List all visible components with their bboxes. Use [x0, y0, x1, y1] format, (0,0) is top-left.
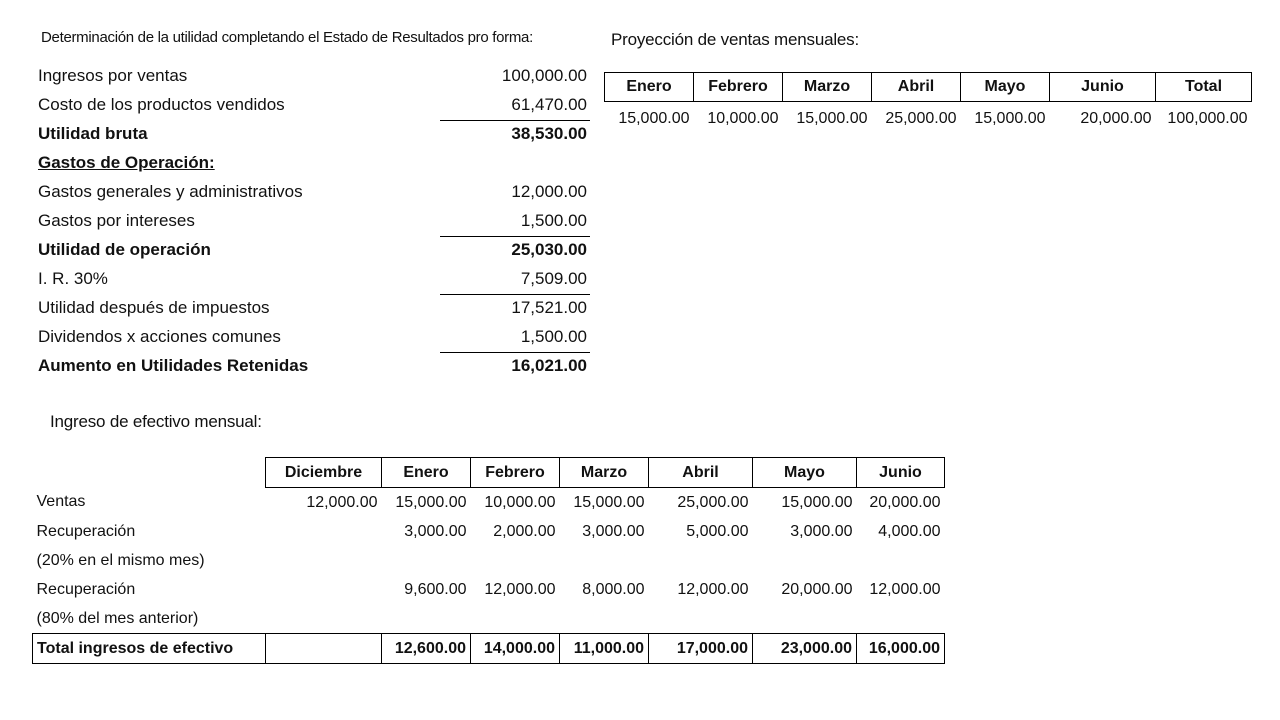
column-header: Marzo: [783, 73, 872, 102]
row-label: I. R. 30%: [38, 269, 108, 288]
table-cell: 100,000.00: [1167, 110, 1248, 127]
cash-income-table: [32, 457, 945, 664]
row-value: 61,470.00: [511, 95, 587, 114]
table-cell: [266, 634, 382, 664]
table-cell: [560, 546, 649, 575]
row-label: Gastos por intereses: [38, 211, 195, 230]
sales-projection-title: Proyección de ventas mensuales:: [611, 30, 859, 49]
table-cell: [266, 546, 382, 575]
table-cell: 12,600.00: [382, 634, 471, 664]
table-cell: 15,000.00: [573, 493, 645, 511]
table-cell: 15,000.00: [796, 110, 868, 127]
column-header: Febrero: [471, 458, 560, 488]
table-row: [33, 488, 945, 518]
table-cell: [753, 604, 857, 634]
column-header: Junio: [857, 458, 945, 488]
row-label: (20% en el mismo mes): [36, 551, 205, 569]
row-value: 25,030.00: [511, 240, 587, 259]
table-cell: [649, 546, 753, 575]
row-label: Gastos generales y administrativos: [38, 182, 303, 201]
income-row-gross-profit: [34, 120, 590, 149]
table-cell: 12,000.00: [869, 580, 941, 598]
table-cell: [649, 604, 753, 634]
column-header: Mayo: [961, 73, 1050, 102]
column-header: Febrero: [694, 73, 783, 102]
table-cell: 3,000.00: [790, 522, 853, 540]
cash-income-title: Ingreso de efectivo mensual:: [50, 412, 262, 431]
table-cell: 15,000.00: [395, 493, 467, 511]
income-statement-title: Determinación de la utilidad completando el Estado de Resultados pro forma:: [41, 29, 533, 46]
row-label: Total ingresos de efectivo: [33, 634, 266, 664]
row-value: 7,509.00: [520, 269, 587, 288]
income-row-dividends: [34, 323, 590, 352]
income-row-interest-expenses: [34, 207, 590, 236]
table-cell: [471, 604, 560, 634]
income-row-retained-earnings: [34, 352, 590, 381]
income-statement: [34, 62, 590, 381]
table-total-row: [33, 634, 945, 664]
table-cell: 4,000.00: [878, 522, 941, 540]
row-label: Recuperación: [36, 522, 136, 540]
table-row: [33, 604, 945, 634]
table-cell: 25,000.00: [885, 110, 957, 127]
table-cell: 8,000.00: [582, 580, 645, 598]
row-value: 1,500.00: [520, 211, 587, 230]
table-cell: [266, 575, 382, 604]
table-cell: [382, 546, 471, 575]
table-cell: 3,000.00: [404, 522, 467, 540]
column-header: Mayo: [753, 458, 857, 488]
table-header-row: [605, 73, 1252, 102]
row-label: (80% del mes anterior): [36, 609, 199, 627]
table-cell: [266, 517, 382, 546]
table-cell: 11,000.00: [560, 634, 649, 664]
table-cell: [857, 546, 945, 575]
row-value: 100,000.00: [501, 66, 587, 85]
row-label: Dividendos x acciones comunes: [38, 327, 281, 346]
table-cell: [857, 604, 945, 634]
column-header: Enero: [382, 458, 471, 488]
row-label: Utilidad bruta: [38, 124, 148, 143]
row-value: 1,500.00: [520, 327, 587, 346]
table-cell: [382, 604, 471, 634]
table-cell: 3,000.00: [582, 522, 645, 540]
column-header: Diciembre: [266, 458, 382, 488]
table-cell: 12,000.00: [677, 580, 749, 598]
table-cell: 20,000.00: [1080, 110, 1152, 127]
table-cell: 10,000.00: [707, 110, 779, 127]
table-cell: 20,000.00: [781, 580, 853, 598]
table-cell: 23,000.00: [753, 634, 857, 664]
table-cell: 2,000.00: [493, 522, 556, 540]
income-row-operating-expenses-heading: [34, 149, 590, 178]
table-cell: 5,000.00: [686, 522, 749, 540]
income-row-cogs: [34, 91, 590, 120]
income-row-sales: [34, 62, 590, 91]
row-label: Utilidad después de impuestos: [38, 298, 270, 317]
table-row: [33, 546, 945, 575]
table-cell: 15,000.00: [974, 110, 1046, 127]
income-row-after-tax-profit: [34, 294, 590, 323]
row-value: 17,521.00: [511, 298, 587, 317]
column-header: Abril: [872, 73, 961, 102]
table-cell: 16,000.00: [857, 634, 945, 664]
table-cell: [266, 604, 382, 634]
table-row: [33, 517, 945, 546]
table-cell: 20,000.00: [869, 493, 941, 511]
row-value: 16,021.00: [511, 356, 587, 375]
table-row: [605, 102, 1252, 134]
table-cell: 9,600.00: [404, 580, 467, 598]
column-header: Enero: [605, 73, 694, 102]
row-label: Recuperación: [36, 580, 136, 598]
row-label: Costo de los productos vendidos: [38, 95, 285, 114]
income-row-operating-profit: [34, 236, 590, 265]
row-label: Gastos de Operación:: [38, 153, 215, 172]
column-header: Marzo: [560, 458, 649, 488]
column-header: Abril: [649, 458, 753, 488]
row-label: Ventas: [36, 493, 86, 511]
table-cell: [471, 546, 560, 575]
table-cell: [33, 458, 266, 488]
income-row-income-tax: [34, 265, 590, 294]
table-cell: 12,000.00: [306, 493, 378, 511]
table-cell: 12,000.00: [484, 580, 556, 598]
table-cell: 15,000.00: [618, 110, 690, 127]
column-header: Junio: [1050, 73, 1156, 102]
table-cell: 17,000.00: [649, 634, 753, 664]
table-cell: 25,000.00: [677, 493, 749, 511]
row-value: 38,530.00: [511, 124, 587, 143]
table-cell: 15,000.00: [781, 493, 853, 511]
table-cell: [560, 604, 649, 634]
row-label: Ingresos por ventas: [38, 66, 188, 85]
row-label: Aumento en Utilidades Retenidas: [38, 356, 309, 375]
sales-projection-table: [604, 72, 1252, 133]
table-cell: 14,000.00: [471, 634, 560, 664]
column-header: Total: [1156, 73, 1252, 102]
row-label: Utilidad de operación: [38, 240, 211, 259]
table-row: [33, 575, 945, 604]
income-row-general-expenses: [34, 178, 590, 207]
row-value: 12,000.00: [511, 182, 587, 201]
table-cell: [753, 546, 857, 575]
table-cell: 10,000.00: [484, 493, 556, 511]
table-header-row: [33, 458, 945, 488]
